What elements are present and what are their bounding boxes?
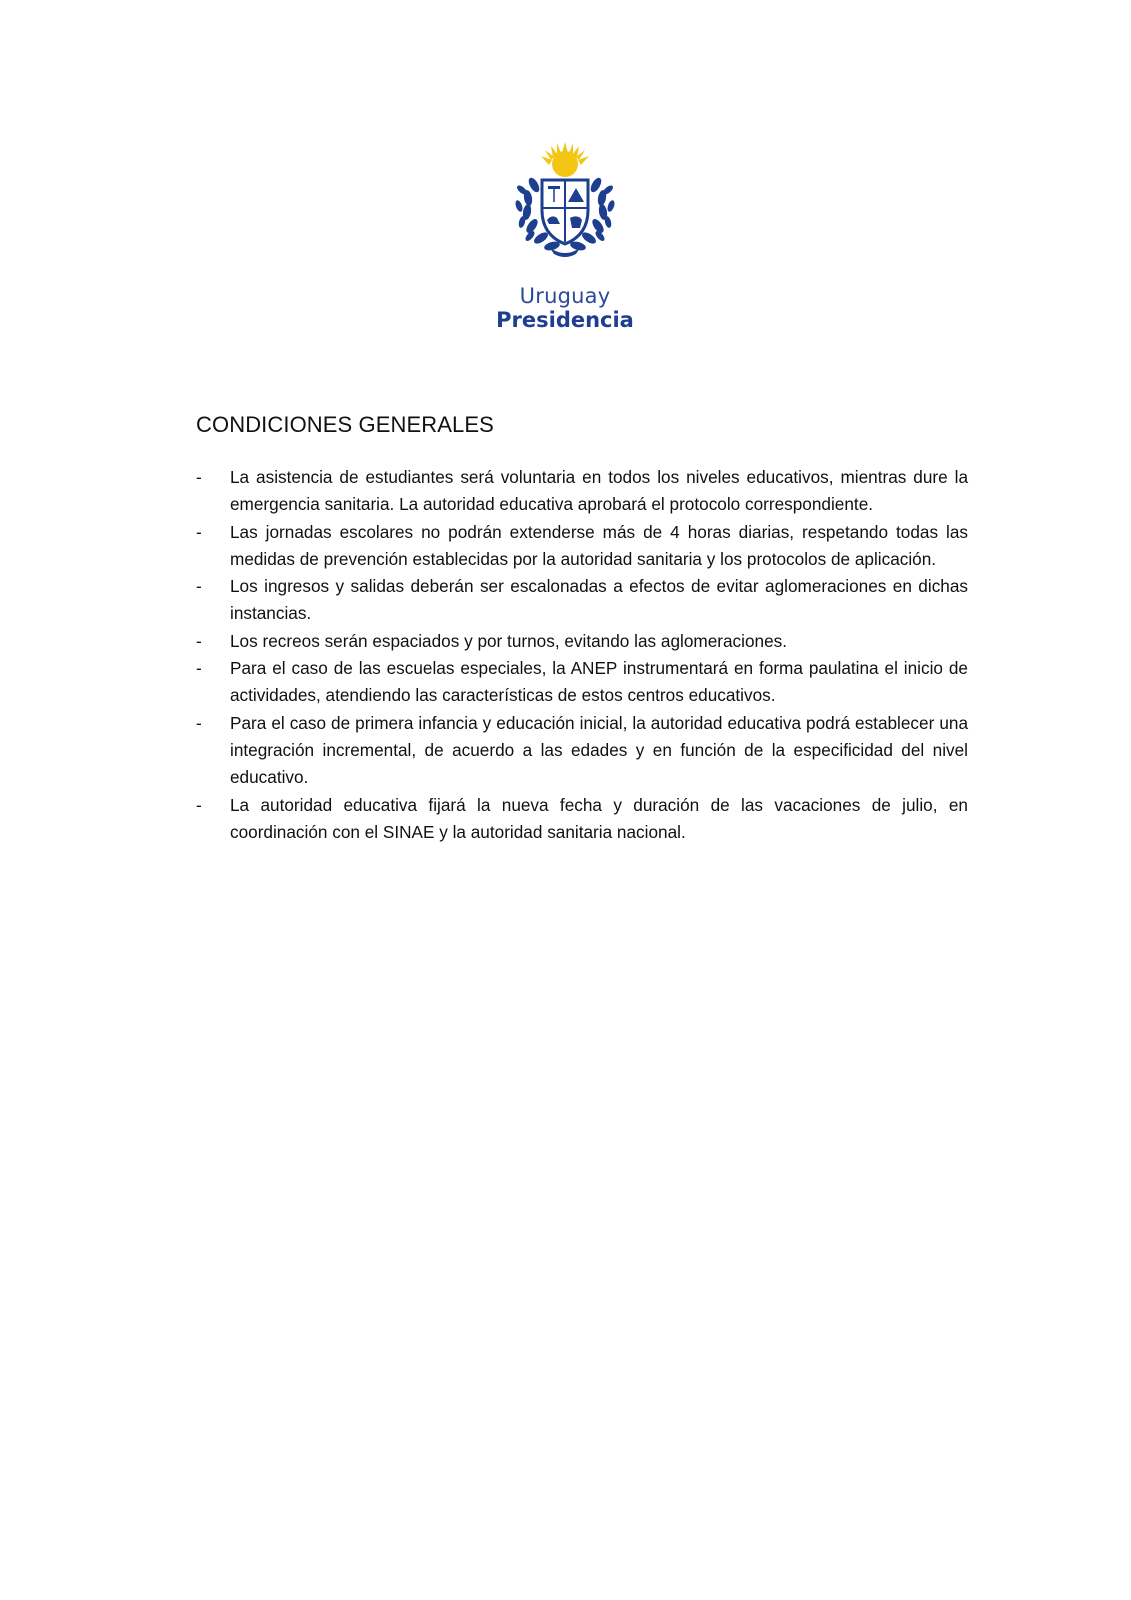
list-item [196,710,968,792]
logo-text-presidencia: Presidencia [496,308,634,332]
section-heading: CONDICIONES GENERALES [196,412,494,437]
coat-of-arms-icon [510,140,620,260]
presidencia-logo [465,140,665,332]
list-item-text: La autoridad educativa fijará la nueva fecha y duración de las vacaciones de julio, en coordinación con el SINAE y la autoridad sanitaria nacional. [230,794,968,842]
list-item [196,655,968,710]
list-item [196,519,968,574]
logo-text-uruguay: Uruguay [519,284,611,308]
list-item-text: Para el caso de las escuelas especiales, la ANEP instrumentará en forma paulatina el inicio de actividades, atendiendo las características de estos centros educativos. [230,658,968,706]
list-item [196,628,968,655]
document-content [196,412,968,846]
list-bullet: - [196,521,202,542]
list-item-text: Las jornadas escolares no podrán extenderse más de 4 horas diarias, respetando todas las medidas de prevención establecidas por la autoridad sanitaria y los protocolos de aplicación. [230,521,968,569]
list-item [196,792,968,847]
list-item-text: Los recreos serán espaciados y por turnos, evitando las aglomeraciones. [230,630,787,651]
list-bullet: - [196,467,202,487]
list-item-text: La asistencia de estudiantes será voluntaria en todos los niveles educativos, mientras dure la emergencia sanitaria. La autoridad educativa aprobará el protocolo correspondiente. [230,467,968,515]
list-item-text: Los ingresos y salidas deberán ser escalonadas a efectos de evitar aglomeraciones en dichas instancias. [230,576,968,624]
list-item [196,573,968,628]
list-item [196,464,968,519]
conditions-list [196,464,968,846]
list-bullet: - [196,658,202,679]
list-item-text: Para el caso de primera infancia y educación inicial, la autoridad educativa podrá establecer una integración incremental, de acuerdo a las edades y en función de la especificidad del nivel educativo. [230,712,968,788]
list-bullet: - [196,794,202,815]
list-bullet: - [196,630,202,651]
list-bullet: - [196,712,202,733]
list-bullet: - [196,576,202,597]
